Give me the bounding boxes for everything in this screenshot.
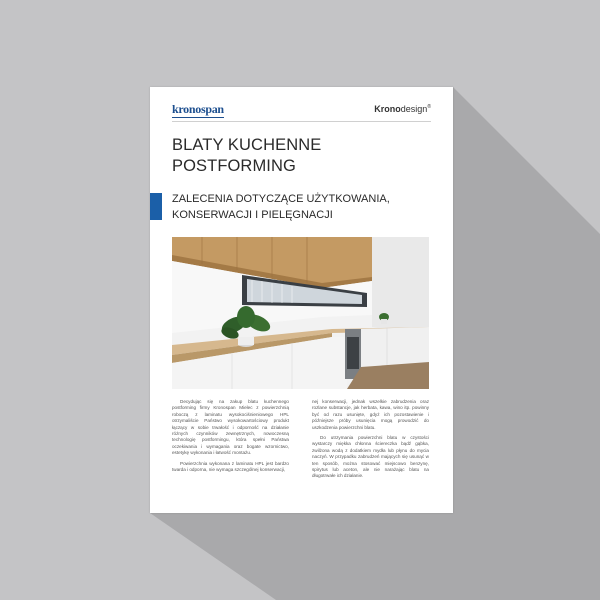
kronodesign-logo — [374, 104, 431, 114]
logo-underline — [172, 117, 224, 118]
document-page — [150, 87, 453, 513]
subtitle-line-1: ZALECENIA DOTYCZĄCE UŻYTKOWANIA, — [172, 193, 390, 205]
subtitle-line-2: KONSERWACJI I PIELĘGNACJI — [172, 209, 333, 221]
paragraph: nej konserwacji, jednak wszelkie zabrudzenia oraz rozlane substancje, jak herbata, kawa, wino itp. powinny być od razu usunięte, gdyż ich pozostawienie i późniejsze próby usunięcia mogą prowodzić do uszkodzenia powierzchni blatu. — [312, 399, 429, 430]
kronospan-logo — [172, 102, 224, 117]
header-divider — [172, 121, 431, 122]
accent-bar — [150, 193, 162, 220]
body-text-right-column — [312, 399, 429, 484]
kitchen-photo — [172, 237, 429, 389]
document-subtitle — [172, 191, 442, 223]
title-line-2: POSTFORMING — [172, 157, 296, 175]
document-title — [172, 135, 432, 177]
body-text-left-column — [172, 399, 289, 477]
paragraph: Powierzchnia wykonana z laminatu HPL jest bardzo twarda i odporna, nie wymaga szczególnej konserwacji, — [172, 460, 289, 473]
paragraph: Do utrzymania powierzchni blatu w czystości wystarczy miękka chłonna ściereczka bądź gąbka, zwilżona wodą z dodatkiem mydła lub płynu do mycia naczyń. W przypadku zabrudzeń mających się usunąć w ten sposób, można stosować miejscowo benzynę, spirytus lub aceton, ale nie narażając blatu na długotrwałe ich działanie. — [312, 435, 429, 479]
kronodesign-logo-light: design — [400, 104, 428, 114]
registered-mark: ® — [427, 104, 431, 110]
kronospan-logo-text: kronospan — [172, 102, 224, 116]
kronodesign-logo-bold: Krono — [374, 104, 401, 114]
paragraph: Decydując się na zakup blatu kuchennego postforming firmy Kronospan Mielec z powierzchnią roboczą z laminatu wysokociśnieniowego HPL otrzymaliście Państwo wysokowartościowy produkt łączący w sobie trwałość i odporność na działanie różnych czynników zewnętrznych, nowoczesną technologię postformingu, która spełni Państwa oczekiwania i wymagania oraz bogate wzornictwo, estetykę wykonania i łatwość montażu. — [172, 399, 289, 456]
title-line-1: BLATY KUCHENNE — [172, 136, 322, 154]
